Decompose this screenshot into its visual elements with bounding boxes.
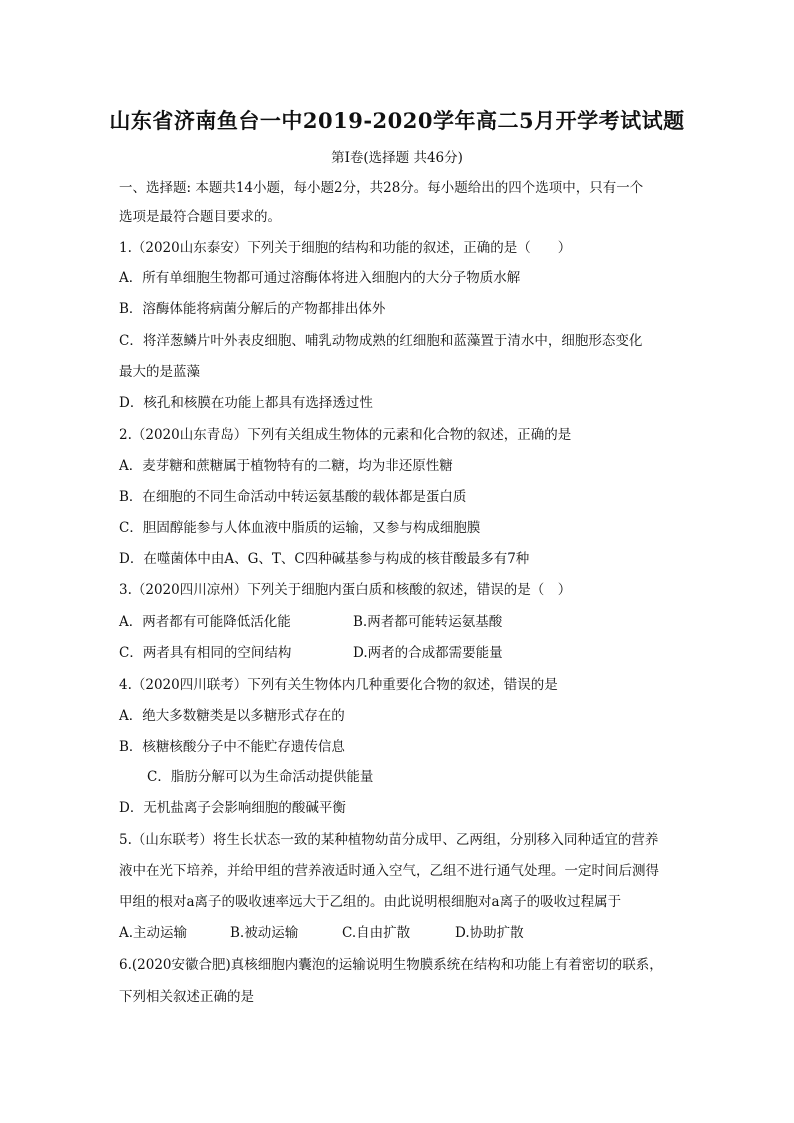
question-5-option-b: B.被动运输	[230, 925, 299, 941]
exam-title: 山东省济南鱼台一中2019-2020学年高二5月开学考试试题	[109, 108, 685, 133]
question-3-option-a: A．两者都有可能降低活化能	[119, 614, 291, 630]
question-5-stem: 甲组的根对a离子的吸收速率远大于乙组的。由此说明根细胞对a离子的吸收过程属于	[119, 894, 622, 910]
question-1-option-c-continued: 最大的是蓝藻	[119, 364, 200, 380]
question-6-stem: 下列相关叙述正确的是	[119, 989, 254, 1005]
question-2-option-b: B．在细胞的不同生命活动中转运氨基酸的载体都是蛋白质	[119, 489, 467, 505]
question-2-option-a: A．麦芽糖和蔗糖属于植物特有的二糖，均为非还原性糖	[119, 458, 453, 474]
question-4-option-b: B．核糖核酸分子中不能贮存遗传信息	[119, 739, 345, 755]
question-5-option-a: A.主动运输	[119, 925, 188, 941]
section-intro-line: 一、选择题: 本题共14小题，每小题2分，共28分。每小题给出的四个选项中，只有一个	[119, 180, 644, 196]
question-2-option-c: C．胆固醇能参与人体血液中脂质的运输，又参与构成细胞膜	[119, 520, 481, 536]
question-3-option-b: B.两者都可能转运氨基酸	[353, 614, 503, 630]
question-5-stem: 5.（山东联考）将生长状态一致的某种植物幼苗分成甲、乙两组，分别移入同种适宜的营养	[119, 832, 659, 848]
question-1-option-c: C．将洋葱鳞片叶外表皮细胞、哺乳动物成熟的红细胞和蓝藻置于清水中，细胞形态变化	[119, 333, 643, 349]
question-2-stem: 2.（2020山东青岛）下列有关组成生物体的元素和化合物的叙述，正确的是	[119, 427, 572, 443]
question-3-stem: 3.（2020四川凉州）下列关于细胞内蛋白质和核酸的叙述，错误的是（ ）	[119, 582, 572, 598]
question-1-option-b: B．溶酶体能将病菌分解后的产物都排出体外	[119, 301, 386, 317]
question-1-stem: 1.（2020山东泰安）下列关于细胞的结构和功能的叙述，正确的是（ ）	[119, 240, 572, 256]
question-1-option-d: D．核孔和核膜在功能上都具有选择透过性	[119, 395, 373, 411]
section-intro-line: 选项是最符合题目要求的。	[119, 209, 281, 225]
question-4-option-c: C．脂肪分解可以为生命活动提供能量	[147, 769, 374, 785]
question-2-option-d: D．在噬菌体中由A、G、T、C四种碱基参与构成的核苷酸最多有7种	[119, 551, 530, 567]
question-1-option-a: A．所有单细胞生物都可通过溶酶体将进入细胞内的大分子物质水解	[119, 270, 521, 286]
question-5-stem: 液中在光下培养，并给甲组的营养液适时通入空气，乙组不进行通气处理。一定时间后测得	[119, 863, 659, 879]
section-subtitle: 第I卷(选择题 共46分)	[331, 150, 463, 166]
question-4-stem: 4.（2020四川联考）下列有关生物体内几种重要化合物的叙述，错误的是	[119, 677, 558, 693]
question-4-option-d: D．无机盐离子会影响细胞的酸碱平衡	[119, 800, 346, 816]
question-6-stem: 6.(2020安徽合肥)真核细胞内囊泡的运输说明生物膜系统在结构和功能上有着密切的联系，	[119, 957, 663, 973]
question-5-option-c: C.自由扩散	[342, 925, 411, 941]
question-5-option-d: D.协助扩散	[455, 925, 524, 941]
question-3-option-c: C．两者具有相同的空间结构	[119, 645, 292, 661]
question-3-option-d: D.两者的合成都需要能量	[353, 645, 503, 661]
question-4-option-a: A．绝大多数糖类是以多糖形式存在的	[119, 708, 345, 724]
